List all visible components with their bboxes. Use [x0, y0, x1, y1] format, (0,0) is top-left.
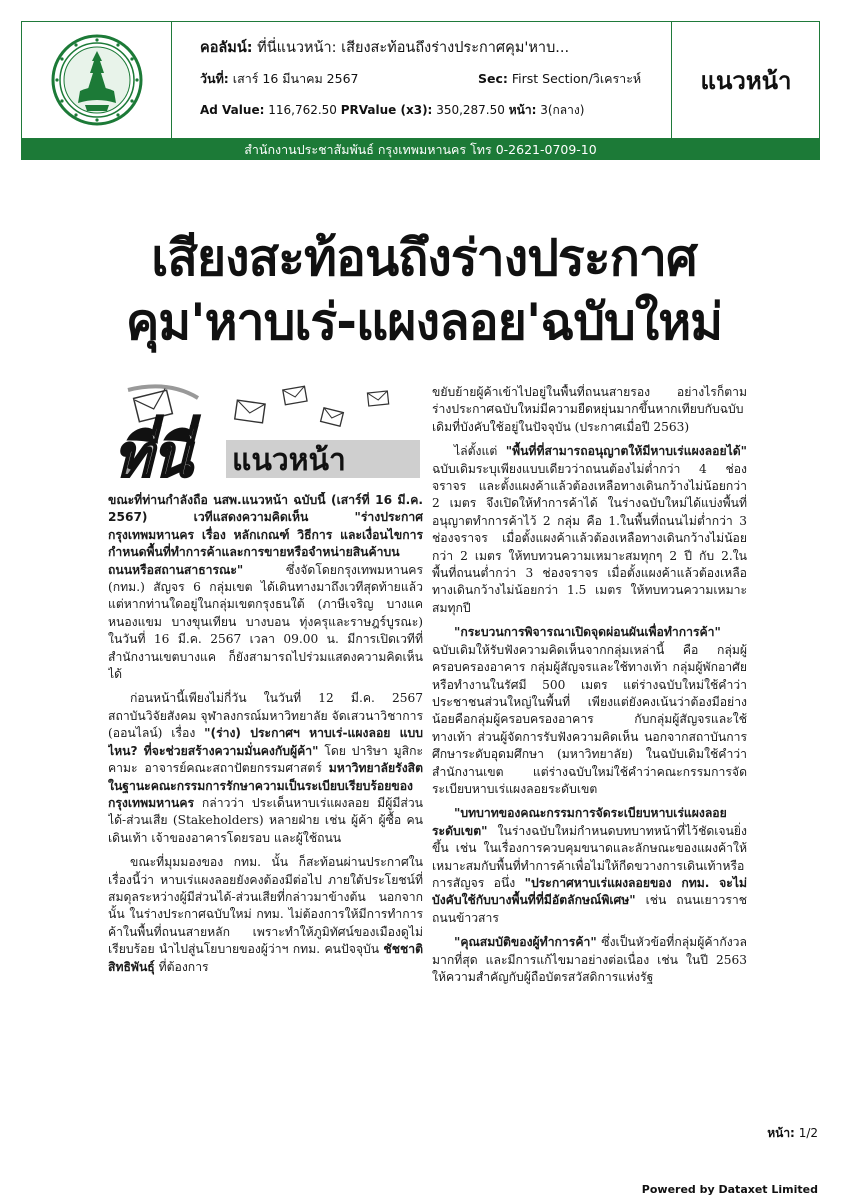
governor-name: ชัชชาติ สิทธิพันธุ์	[108, 942, 423, 974]
office-bar: สำนักงานประชาสัมพันธ์ กรุงเทพมหานคร โทร 0-2621-0709-10	[21, 139, 820, 160]
column-logo-word-2: แนวหน้า	[232, 443, 346, 478]
regulation-title: "ร่างประกาศกรุงเทพมหานคร เรื่อง หลักเกณฑ์ วิธีการ และเงื่อนไขการกำหนดพื้นที่ทำการค้าและการขายหรือจำหน่ายสินค้าบนถนนหรือสถานสาธารณะ"	[108, 510, 423, 577]
right-p4-text-d: เช่น ถนนเยาวราช ถนนข้าวสาร	[432, 893, 747, 925]
powered-by: Powered by Dataxet Limited	[641, 1183, 818, 1196]
section-label: Sec:	[478, 71, 508, 86]
left-p3-text-a: ขณะที่มุมมองของ กทม. นั้น ก็สะท้อนผ่านประกาศในเรื่องนี้ว่า หาบเร่แผงลอยยังคงต้องมีต่อไป ภายใต้ประโยชน์ที่สมดุลระหว่างผู้มีส่วนได้-ส่วนเสียที่กล่าวมาข้างต้น นอกจากนั้น ในร่างประกาศฉบับใหม่ กทม. ไม่ต้องการให้มีการทำการค้าในพื้นที่ถนนสายหลัก เพราะทำให้ภูมิทัศน์ของเมืองดูไม่เรียบร้อย นำไปสู่นโยบายของผู้ว่าฯ กทม. คนปัจจุบัน	[108, 855, 423, 957]
headline-line-2: คุม'หาบเร่-แผงลอย'ฉบับใหม่	[125, 293, 723, 351]
topic-permitted-area: "พื้นที่ที่สามารถอนุญาตให้มีหาบเร่แผงลอยได้"	[505, 444, 747, 459]
left-paragraph-3	[108, 854, 423, 976]
page-number-value: 1/2	[798, 1126, 818, 1140]
left-paragraph-2	[108, 690, 423, 847]
left-paragraph-1	[108, 492, 423, 683]
left-p3-text-c: ที่ต้องการ	[154, 959, 209, 974]
page-number-label: หน้า:	[767, 1126, 795, 1140]
values-line	[200, 101, 584, 120]
right-p2-text-a: ไล่ตั้งแต่	[454, 444, 506, 459]
column-line	[200, 36, 660, 59]
ad-value: 116,762.50	[268, 103, 337, 117]
date-line	[200, 69, 358, 89]
right-paragraph-4	[432, 805, 747, 927]
right-paragraph-5	[432, 934, 747, 986]
headline-line-1: เสียงสะท้อนถึงร่างประกาศ	[151, 229, 697, 287]
left-p2-text-e: กล่าวว่า ประเด็นหาบเร่แผงลอย มีผู้มีส่วนได้-ส่วนเสีย (Stakeholders) หลายฝ่าย เช่น ผู้ค้า ผู้ซื้อ คนเดินเท้า เจ้าของอาคารโดยรอบ และผู้ใช้ถนน	[108, 795, 423, 845]
article-column-left	[108, 492, 423, 1160]
lead-text: ขณะที่ท่านกำลังถือ นสพ.แนวหน้า ฉบับนี้ (เสาร์ที่ 16 มี.ค. 2567) เวทีแสดงความคิดเห็น	[108, 493, 423, 525]
bangkok-seal-icon	[50, 33, 144, 127]
topic-consideration-process: "กระบวนการพิจารณาเปิดจุดผ่อนผันเพื่อทำการค้า"	[454, 625, 721, 640]
right-p2-text-c: ฉบับเดิมระบุเพียงแบบเดียวว่าถนนต้องไม่ต่ำกว่า 4 ช่องจราจร และตั้งแผงค้าแล้วต้องเหลือทางเดินกว้างไม่น้อยกว่า 2 เมตร จึงเปิดให้ทำการค้าได้ ในร่างฉบับใหม่ได้แบ่งพื้นที่อนุญาตทำการค้าไว้ 2 กลุ่ม คือ 1.ในพื้นที่ถนนไม่ต่ำกว่า 3 ช่องจราจร เมื่อตั้งแผงค้าแล้วต้องเหลือทางเดินกว้างไม่น้อยกว่า 2 เมตร ให้ทบทวนความเหมาะสมทุกๆ 2 ปี กับ 2.ในพื้นที่ถนนต่ำกว่า 3 ช่องจราจร เมื่อตั้งแผงค้าแล้วต้องเหลือทางเดินกว้างไม่น้อยกว่า 1.5 เมตร ให้ทบทวนความเหมาะสมทุกปี	[432, 461, 747, 615]
left-p2-text-a: ก่อนหน้านี้เพียงไม่กี่วัน ในวันที่ 12 มี.ค. 2567 สถาบันวิจัยสังคม จุฬาลงกรณ์มหาวิทยาลัย จัดเสวนาวิชาการ (ออนไลน์) เรื่อง	[108, 691, 423, 741]
page-number	[767, 1124, 818, 1143]
left-p2-text-c: โดย ปาริษา มูสิกะคามะ อาจารย์คณะสถาปัตยกรรมศาสตร์	[108, 743, 423, 776]
envelopes-icon	[128, 386, 389, 426]
right-paragraph-1: ขยับย้ายผู้ค้าเข้าไปอยู่ในพื้นที่ถนนสายรอง อย่างไรก็ตาม ร่างประกาศฉบับใหม่มีความยืดหยุ่นมากขึ้นหากเทียบกับฉบับเดิมที่บังคับใช้อยู่ในปัจจุบัน (ประกาศเมื่อปี 2563)	[432, 385, 747, 434]
right-p5-text-b: ซึ่งเป็นหัวข้อที่กลุ่มผู้ค้ากังวลมากที่สุด และมีการแก้ไขมาอย่างต่อเนื่อง เช่น ในปี 2563 ให้ความสำคัญกับผู้ถือบัตรสวัสดิการแห่งรัฐ	[432, 935, 747, 984]
section-line	[478, 69, 641, 89]
topic-vendor-qualification: "คุณสมบัติของผู้ทำการค้า"	[454, 935, 597, 950]
column-logo	[108, 384, 423, 484]
clipping-header	[21, 21, 820, 139]
section-value: First Section/วิเคราะห์	[511, 71, 642, 86]
left-p1-text: ซึ่งจัดโดยกรุงเทพมหานคร (กทม.) สัญจร 6 กลุ่มเขต ได้เดินทางมาถึงเวทีสุดท้ายแล้ว แต่หากท่านใดอยู่ในกลุ่มเขตกรุงธนใต้ (ภาษีเจริญ บางแค หนองแขม บางขุนเทียน บางบอน ทุ่งครุและราษฎร์บูรณะ) ในวันที่ 16 มี.ค. 2567 เวลา 09.00 น. มีการเปิดเวทีที่สำนักงานเขตบางแค ก็ยังสามารถไปร่วมแสดงความคิดเห็นได้	[108, 562, 423, 682]
column-value: ที่นี่แนวหน้า: เสียงสะท้อนถึงร่างประกาศคุม'หาบ...	[257, 40, 570, 56]
topic-committee-role: "บทบาทของคณะกรรมการจัดระเบียบหาบเร่แผงลอยระดับเขต"	[432, 806, 727, 838]
page-value: 3(กลาง)	[540, 103, 585, 117]
logo-cell	[22, 22, 172, 138]
seminar-title: "(ร่าง) ประกาศฯ หาบเร่-แผงลอย แบบไหน? ที่จะช่วยสร้างความมั่นคงกับผู้ค้า"	[108, 726, 423, 758]
topic-special-areas: "ประกาศหาบเร่แผงลอยของ กทม. จะไม่บังคับใช้กับบางพื้นที่ที่มีอัตลักษณ์พิเศษ"	[432, 875, 747, 908]
newspaper-name: แนวหน้า	[700, 66, 792, 95]
column-logo-word-1: ที่นี่	[114, 422, 192, 484]
right-paragraph-2	[432, 443, 747, 617]
speaker-affiliation: มหาวิทยาลัยรังสิต ในฐานะคณะกรรมการรักษาความเป็นระเบียบเรียบร้อยของกรุงเทพมหานคร	[108, 761, 423, 810]
ad-label: Ad Value:	[200, 103, 265, 117]
pr-label: PRValue (x3):	[340, 103, 433, 117]
meta-cell	[172, 22, 672, 138]
article-column-right	[432, 384, 747, 1160]
right-p3-text-b: ฉบับเดิมให้รับฟังความคิดเห็นจากกลุ่มเหล่านี้ คือ กลุ่มผู้ครอบครองอาคาร กลุ่มผู้สัญจรและใช้ทางเท้า กลุ่มผู้พักอาศัยหรือทำงานในรัศมี 500 เมตร แต่ร่างฉบับใหม่ใช้คำว่าประชาชนส่วนใหญ่ในพื้นที่ เพียงแต่ยังคงเน้นว่าต้องมีอย่างน้อยคือกลุ่มผู้ครอบครองอาคาร กับกลุ่มผู้สัญจรและใช้ทางเท้า ส่วนผู้จัดการรับฟังความคิดเห็น นอกจากสถาบันการศึกษาระดับอุดมศึกษา (มหาวิทยาลัย) ในฉบับเดิมใช้คำว่าสำนักงานเขต แต่ร่างฉบับใหม่ใช้คำว่าคณะกรรมการจัดระเบียบหาบเร่แผงลอยระดับเขต	[432, 642, 747, 796]
pr-value: 350,287.50	[436, 103, 505, 117]
page-label: หน้า:	[508, 103, 537, 117]
right-p4-text-b: ในร่างฉบับใหม่กำหนดบทบาทหน้าที่ไว้ชัดเจนยิ่งขึ้น เช่น ในเรื่องการควบคุมขนาดและลักษณะของแผงค้าให้เหมาะสมกับพื้นที่ทำการค้าเพื่อไม่ให้กีดขวางการเดินเท้าหรือการสัญจร อนึ่ง	[432, 823, 747, 890]
column-label: คอลัมน์:	[200, 40, 253, 56]
date-value: เสาร์ 16 มีนาคม 2567	[232, 71, 359, 86]
article-headline	[60, 226, 788, 354]
right-paragraph-3	[432, 624, 747, 798]
date-label: วันที่:	[200, 71, 229, 86]
